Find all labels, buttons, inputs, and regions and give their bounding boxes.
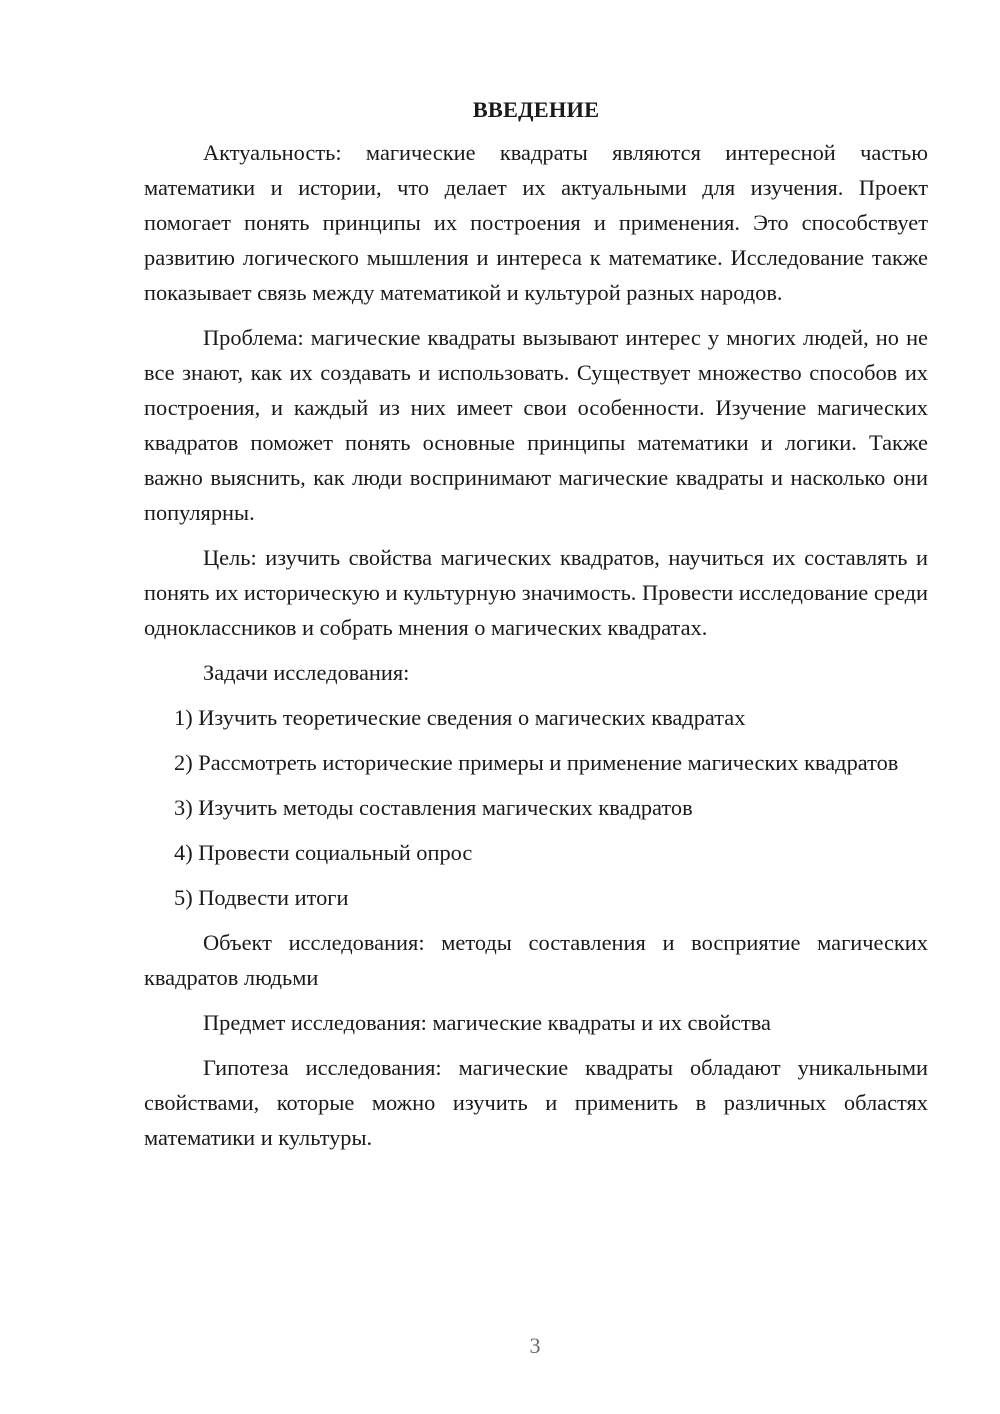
task-item-4: 4) Провести социальный опрос xyxy=(174,840,473,865)
paragraph-problem: Проблема: магические квадраты вызывают интерес у многих людей, но не все знают, как их создавать и использовать. Существует множество способов их построения, и каждый из них имеет свои особенности. Изучение магических квадратов поможет понять основные принципы математики и логики. Также важно выяснить, как люди воспринимают магические квадраты и насколько они популярны. xyxy=(144,325,928,525)
task-item-3: 3) Изучить методы составления магических квадратов xyxy=(174,795,693,820)
paragraph-goal: Цель: изучить свойства магических квадратов, научиться их составлять и понять их историческую и культурную значимость. Провести исследование среди одноклассников и собрать мнения о магических квадратах. xyxy=(144,545,928,640)
document-page xyxy=(144,92,928,1165)
paragraph-relevance: Актуальность: магические квадраты являются интересной частью математики и истории, что делает их актуальными для изучения. Проект помогает понять принципы их построения и применения. Это способствует развитию логического мышления и интереса к математике. Исследование также показывает связь между математикой и культурой разных народов. xyxy=(144,140,928,305)
task-item-5: 5) Подвести итоги xyxy=(174,885,349,910)
task-item-1: 1) Изучить теоретические сведения о магических квадратах xyxy=(174,705,746,730)
paragraph-object: Объект исследования: методы составления и восприятие магических квадратов людьми xyxy=(144,930,928,990)
paragraph-subject: Предмет исследования: магические квадраты и их свойства xyxy=(203,1010,771,1035)
page-number: 3 xyxy=(529,1333,541,1358)
task-item-2: 2) Рассмотреть исторические примеры и применение магических квадратов xyxy=(174,750,899,775)
tasks-heading: Задачи исследования: xyxy=(203,660,410,685)
section-title: ВВЕДЕНИЕ xyxy=(472,97,600,122)
paragraph-hypothesis: Гипотеза исследования: магические квадраты обладают уникальными свойствами, которые можно изучить и применить в различных областях математики и культуры. xyxy=(144,1055,928,1150)
